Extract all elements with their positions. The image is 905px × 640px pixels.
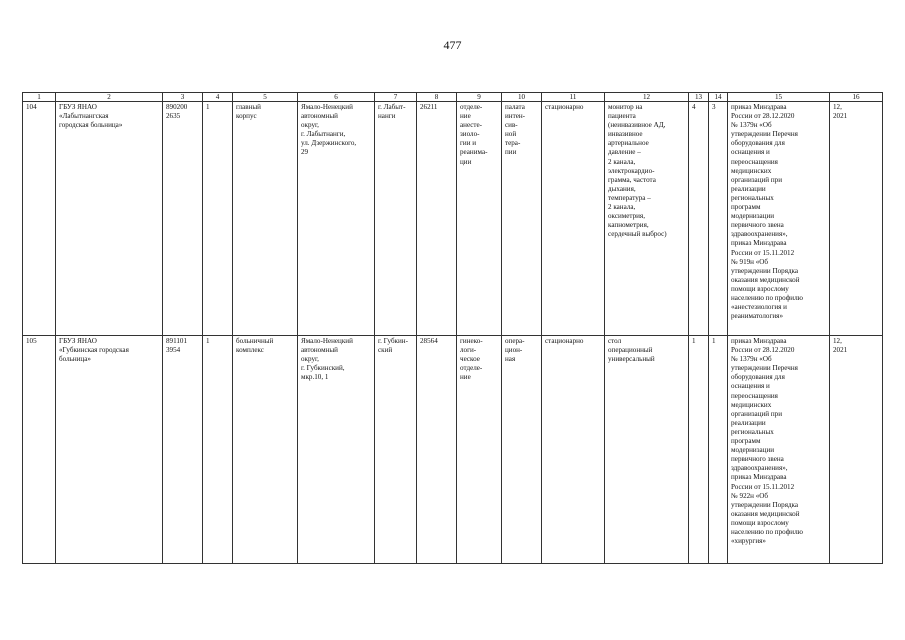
city-cell: г. Губкин- ский: [375, 336, 417, 564]
department-cell: отделе- ние анесте- зиоло- гии и реанима- ции: [457, 102, 502, 336]
column-number: 10: [502, 93, 542, 102]
building-count-cell: 1: [203, 102, 233, 336]
organization-cell: ГБУЗ ЯНАО «Лабытнангская городская больница»: [56, 102, 163, 336]
row-number-cell: 105: [23, 336, 56, 564]
building-cell: главный корпус: [233, 102, 298, 336]
column-number: 14: [709, 93, 728, 102]
quantity-cell: 1: [689, 336, 709, 564]
column-number: 3: [163, 93, 203, 102]
inn-cell: 890200 2635: [163, 102, 203, 336]
building-count-cell: 1: [203, 336, 233, 564]
legal-basis-cell: приказ Минздрава России от 28.12.2020 № 1379н «Об утверждении Перечня оборудования для оснащения и переоснащения медицинских организаций при реализации региональных программ модернизации первичного звена здравоохранения», приказ Минздрава России от 15.11.2012 № 919н «Об утверждении Порядка оказания медицинской помощи взрослому населению по профилю «анестезиология и реаниматология»: [728, 102, 830, 336]
care-type-cell: стационарно: [542, 102, 605, 336]
column-number: 16: [830, 93, 883, 102]
code-cell: 26211: [417, 102, 457, 336]
equipment-cell: монитор на пациента (неинвазивное АД, инвазивное артериальное давление – 2 канала, электрокардио- грамма, частота дыхания, температура – 2 канала, оксиметрия, капнометрия, сердечный выброс): [605, 102, 689, 336]
equipment-cell: стол операционный универсальный: [605, 336, 689, 564]
department-cell: гинеко- логи- ческое отделе- ние: [457, 336, 502, 564]
quantity-cell: 4: [689, 102, 709, 336]
legal-basis-cell: приказ Минздрава России от 28.12.2020 № 1379н «Об утверждении Перечня оборудования для оснащения и переоснащения медицинских организаций при реализации региональных программ модернизации первичного звена здравоохранения», приказ Минздрава России от 15.11.2012 № 922н «Об утверждении Порядка оказания медицинской помощи взрослому населению по профилю «хирургия»: [728, 336, 830, 564]
code-cell: 28564: [417, 336, 457, 564]
table-row: [23, 336, 883, 564]
column-number: 12: [605, 93, 689, 102]
period-cell: 12, 2021: [830, 336, 883, 564]
column-number: 2: [56, 93, 163, 102]
equipment-table: [22, 92, 883, 564]
column-number: 15: [728, 93, 830, 102]
column-number: 13: [689, 93, 709, 102]
building-cell: больничный комплекс: [233, 336, 298, 564]
column-number: 4: [203, 93, 233, 102]
column-number-row: [23, 93, 883, 102]
column-number: 7: [375, 93, 417, 102]
address-cell: Ямало-Ненецкий автономный округ, г. Губкинский, мкр.10, 1: [298, 336, 375, 564]
table-row: [23, 102, 883, 336]
organization-cell: ГБУЗ ЯНАО «Губкинская городская больница»: [56, 336, 163, 564]
inn-cell: 891101 3954: [163, 336, 203, 564]
address-cell: Ямало-Ненецкий автономный округ, г. Лабытнанги, ул. Дзержинского, 29: [298, 102, 375, 336]
room-cell: палата интен- сив- ной тера- пии: [502, 102, 542, 336]
quantity-cell: 1: [709, 336, 728, 564]
room-cell: опера- цион- ная: [502, 336, 542, 564]
column-number: 6: [298, 93, 375, 102]
column-number: 8: [417, 93, 457, 102]
period-cell: 12, 2021: [830, 102, 883, 336]
care-type-cell: стационарно: [542, 336, 605, 564]
city-cell: г. Лабыт- нанги: [375, 102, 417, 336]
row-number-cell: 104: [23, 102, 56, 336]
column-number: 11: [542, 93, 605, 102]
column-number: 9: [457, 93, 502, 102]
column-number: 5: [233, 93, 298, 102]
page-number: 477: [443, 38, 462, 52]
quantity-cell: 3: [709, 102, 728, 336]
column-number: 1: [23, 93, 56, 102]
